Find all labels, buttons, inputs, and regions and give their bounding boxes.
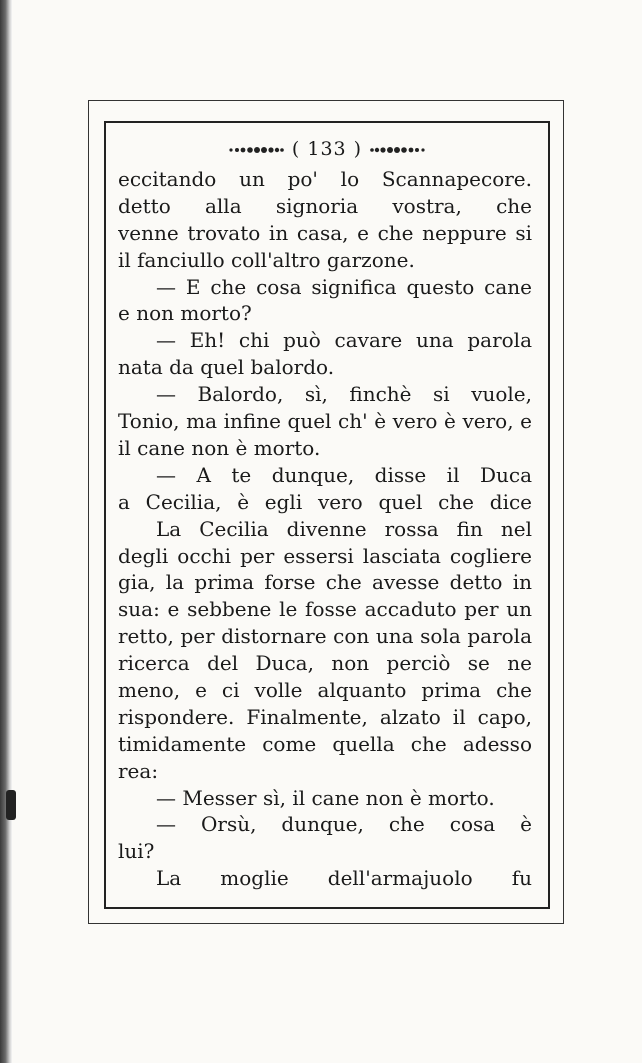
body-text (118, 166, 532, 892)
text-line: detto alla signoria vostra, che (118, 193, 532, 218)
text-line: gia, la prima forse che avesse detto in (118, 570, 532, 595)
binding-stain (6, 790, 16, 820)
text-line: a Cecilia, è egli vero quel che dice (118, 489, 532, 514)
text-line: meno, e ci volle alquanto prima che (118, 677, 532, 702)
text-line: e non morto? (118, 301, 252, 326)
text-line: eccitando un po' lo Scannapecore. (118, 167, 532, 191)
text-line: degli occhi per essersi lasciata cogliere (118, 543, 532, 568)
text-line: La moglie dell'armajuolo fu (156, 866, 532, 891)
text-line: retto, per distornare con una sola parola (118, 624, 532, 649)
text-line: sua: e sebbene le fosse accaduto per un (118, 597, 532, 622)
text-line: ricerca del Duca, non perciò se ne (118, 651, 532, 676)
text-line: — Orsù, dunque, che cosa è (156, 812, 532, 837)
text-line: — Eh! chi può cavare una parola (156, 328, 532, 353)
book-binding-edge (0, 0, 12, 1063)
text-line: rea: (118, 758, 159, 783)
text-line: timidamente come quella che adesso (118, 731, 532, 756)
text-line: nata da quel balordo. (118, 355, 335, 380)
page-header (104, 138, 550, 160)
text-line: venne trovato in casa, e che neppure si (118, 220, 532, 245)
text-line: — Messer sì, il cane non è morto. (156, 785, 495, 810)
left-ornament-icon (227, 146, 285, 154)
text-line: — A te dunque, disse il Duca (156, 462, 532, 487)
text-line: lui? (118, 839, 155, 864)
text-line: il fanciullo coll'altro garzone. (118, 247, 415, 272)
text-line: Tonio, ma infine quel ch' è vero è vero, e (118, 409, 532, 434)
page-number: ( 133 ) (291, 138, 363, 160)
text-line: il cane non è morto. (118, 435, 321, 460)
text-line: La Cecilia divenne rossa fin nel (156, 516, 532, 541)
text-line: — Balordo, sì, finchè si vuole, (156, 382, 532, 407)
right-ornament-icon (369, 146, 427, 154)
text-line: rispondere. Finalmente, alzato il capo, (118, 704, 532, 729)
text-line: — E che cosa significa questo cane (156, 274, 532, 299)
